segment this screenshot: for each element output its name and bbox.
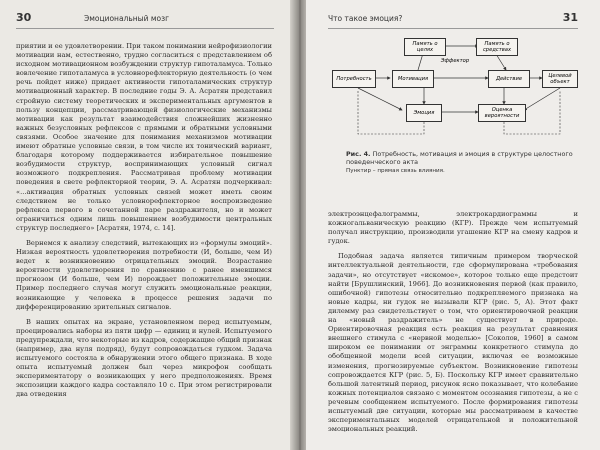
- left-page: [0, 0, 294, 450]
- right-page: [306, 0, 600, 450]
- paragraph: приятии и ее удовлетворении. При таком понимании нейрофизиологии мотивации нам, естественно, трудно согласиться с представлением об исходном мотивационном возбуждении структур гипоталамуса. Только вовлечение гипоталамуса в условнорефлекторную деятельность (о чем речь пойдет ниже) придает активности гипоталамических структур мотивационный характер. В последние годы Э. А. Асратян представил стройную систему теоретических и экспериментальных аргументов в пользу концепции, рассматривающей физиологические механизмы мотивации как результат взаимодействия сложнейших жизненно важных безусловных рефлексов с прямыми и обратными условными связями. Особое значение для понимания механизмов мотивации имеют обратные условные связи, в том числе их тонический вариант, благодаря которому поддерживается избирательное повышение возбудимости структур, воспринимающих условный сигнал возможного подкрепления. Рассматривая проблему мотивации поведения в свете рефлекторной теории, Э. А. Асратян подчеркивал: «...активация обратных условных связей может иметь своим следствием не только условнорефлекторное воспроизведение рефлекса первого в сочетанной паре раздражителя, но и может ограничиться одним лишь повышением возбудимости центральных структур последнего» [Асратян, 1974, с. 14].: [16, 42, 272, 232]
- running-title: Эмоциональный мозг: [84, 14, 170, 23]
- paragraph: электроэнцефалограммы, электрокардиограммы и кожногальваническую реакцию (КГР). Прежде чем испытуемый получал инструкцию, производили угашение КГР на смену кадров и гудок.: [328, 210, 578, 246]
- diagram-box-memory-means: Память о средствах: [476, 38, 518, 56]
- diagram-box-memory-goals: Память о целях: [404, 38, 446, 56]
- diagram-box-motivation: Мотивация: [392, 70, 434, 88]
- diagram-box-probability: Оценка вероятности: [478, 104, 526, 122]
- caption-note: Пунктир – прямая связь влияния.: [346, 168, 445, 174]
- left-page-header: [16, 11, 274, 29]
- figure-caption: [346, 150, 578, 175]
- diagram-box-emotion: Эмоция: [406, 104, 442, 122]
- right-page-body: [328, 210, 578, 434]
- page-number: 30: [16, 11, 32, 24]
- paragraph: Вернемся к анализу следствий, вытекающих из «формулы эмоций». Низкая вероятность удовлетворения потребности (И, больше, чем И) ведет к возникновению отрицательных эмоций. Возрастание вероятности удовлетворения по сравнению с ранее имевшимся прогнозом (И больше, чем И) порождает положительные эмоции. Пример последнего случая могут служить эмоциональные реакции, возникающие у человека в процессе решения задачи по дифференцированию зрительных сигналов.: [16, 238, 272, 311]
- right-page-header: [328, 11, 578, 29]
- diagram-box-action: Действие: [488, 70, 530, 88]
- caption-label: Рис. 4.: [346, 150, 371, 158]
- paragraph: В наших опытах на экране, установленном перед испытуемым, проецировались наборы из пяти цифр — единиц и нулей. Испытуемого предупреждали, что некоторые из кадров, содержащие общий признак (например, два нуля подряд), будут сопровождаться гудком. Задача испытуемого состояла в обнаружении этого общего признака. В ходе опыта испытуемый должен был через микрофон сообщать экспериментатору о возникающих у него предположениях. Время экспозиции каждого кадра составляло 10 с. При этом регистрировали два отведения: [16, 317, 272, 399]
- paragraph: Подобная задача является типичным примером творческой интеллектуальной деятельности, где сформулирована «требования задачи», но отсутствует «искомое», которое только еще предстоит найти [Брушлинский, 1966]. До возникновения первой (как правило, ошибочной) гипотезы относительно подкрепляемого признака на новые кадры, ни гудок не вызывали КГР (рис. 5, А). Этот факт дилемму раз свидетельствует о том, что ориентировочной реакции на «новый раздражитель» не существует в природе. Ориентировочная реакция есть реакция на результат сравнения внешнего стимула с «нервной моделью» [Соколов, 1960] в самом широком ее понимании от энграммы конкретного стимула до обобщенной модели всей ситуации, включая ее возможные изменения, прогнозируемые субъектом. Возникновение гипотезы сопровождается КГР (рис. 5, Б). Поскольку КГР имеет сравнительно большой латентный период, рисунок ясно показывает, что колебание кожных потенциалов связано с моментом осознания гипотезы, а не с речевым сообщением испытуемого. После формирования гипотезы испытуемый две ситуации, которые мы рассматриваем в качестве экспериментальных моделей отрицательной и положительной эмоциональных реакций.: [328, 252, 578, 434]
- diagram-label-effector: Эффектор: [440, 58, 470, 64]
- diagram-box-goal: Целевой объект: [542, 70, 578, 88]
- figure-diagram: [328, 32, 578, 142]
- diagram-box-need: Потребность: [332, 70, 376, 88]
- running-title: Что такое эмоция?: [328, 14, 403, 23]
- page-number: 31: [562, 11, 578, 24]
- caption-text: Потребность, мотивация и эмоция в структуре целостного поведенческого акта: [346, 150, 573, 166]
- left-page-body: [16, 42, 272, 400]
